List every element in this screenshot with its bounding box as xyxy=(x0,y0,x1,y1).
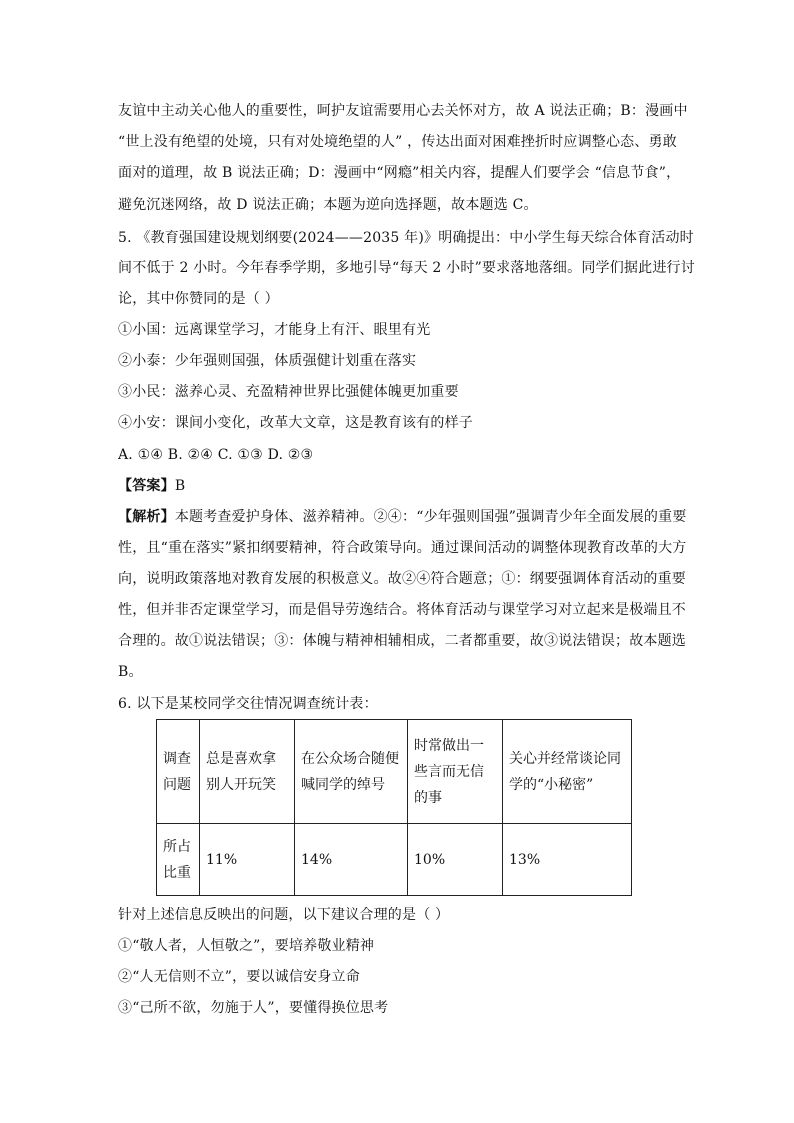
survey-table xyxy=(156,719,632,896)
question-5-option: ①小国：远离课堂学习，才能身上有汗、眼里有光 xyxy=(118,322,431,338)
table-cell: 13% xyxy=(503,824,632,896)
answer-value: B xyxy=(174,478,186,494)
question-5-option: ③小民：滋养心灵、充盈精神世界比强健体魄更加重要 xyxy=(118,384,459,400)
question-5-stem: 间不低于 2 小时。今年春季学期，多地引导“每天 2 小时”要求落地落细。同学们据此进行讨 xyxy=(118,260,695,276)
table-cell: 在公众场合随便喊同学的绰号 xyxy=(295,720,408,824)
analysis-line: 性，且“重在落实”紧扣纲要精神，符合政策导向。通过课间活动的调整体现教育改革的大方 xyxy=(118,540,687,556)
question-5-option: ②小泰：少年强则国强，体质强健计划重在落实 xyxy=(118,353,417,369)
paragraph-line: 避免沉迷网络，故 D 说法正确；本题为逆向选择题，故本题选 C。 xyxy=(118,197,538,213)
question-5-option: ④小安：课间小变化，改革大文章，这是教育该有的样子 xyxy=(118,415,473,431)
answer-line xyxy=(118,476,678,496)
question-6-option: ①“敬人者，人恒敬之”，要培养敬业精神 xyxy=(118,938,375,954)
table-cell: 14% xyxy=(295,824,408,896)
table-cell: 总是喜欢拿别人开玩笑 xyxy=(200,720,295,824)
table-cell: 11% xyxy=(200,824,295,896)
question-6-prompt: 针对上述信息反映出的问题，以下建议合理的是（ ） xyxy=(118,907,450,923)
question-5-stem: 5. 《教育强国建设规划纲要(2024——2035 年)》明确提出：中小学生每天综合体育活动时 xyxy=(118,230,694,246)
analysis-text: 本题考查爱护身体、滋养精神。②④：“少年强则国强”强调青少年全面发展的重要 xyxy=(174,509,687,525)
answer-label: 【答案】 xyxy=(118,478,175,494)
question-6-stem: 6. 以下是某校同学交往情况调查统计表： xyxy=(118,696,378,712)
analysis-line: 合理的。故①说法错误；③：体魄与精神相辅相成，二者都重要，故③说法错误；故本题选 xyxy=(118,633,686,649)
paragraph-line: 面对的道理，故 B 说法正确；D：漫画中“网瘾”相关内容，提醒人们要学会 “信息节食”， xyxy=(118,165,681,181)
question-5-choices: A. ①④ B. ②④ C. ①③ D. ②③ xyxy=(118,447,314,463)
question-5-stem: 论，其中你赞同的是（ ） xyxy=(118,291,279,307)
question-6-option: ②“人无信则不立”，要以诚信安身立命 xyxy=(118,969,360,985)
table-row-header: 所占比重 xyxy=(157,824,200,896)
question-6-option: ③“己所不欲，勿施于人”，要懂得换位思考 xyxy=(118,1000,389,1016)
table-cell: 关心并经常谈论同学的“小秘密” xyxy=(503,720,632,824)
analysis-line xyxy=(118,507,687,527)
table-row xyxy=(157,720,632,824)
analysis-line: 向，说明政策落地对教育发展的积极意义。故②④符合题意；①：纲要强调体育活动的重要 xyxy=(118,571,686,587)
analysis-line: B。 xyxy=(118,664,143,680)
table-row-header: 调查问题 xyxy=(157,720,200,824)
paragraph-line: 友谊中主动关心他人的重要性，呵护友谊需要用心去关怀对方，故 A 说法正确；B：漫画中 xyxy=(118,103,688,119)
table-cell: 时常做出一些言而无信的事 xyxy=(408,720,503,824)
analysis-line: 性，但并非否定课堂学习，而是倡导劳逸结合。将体育活动与课堂学习对立起来是极端且不 xyxy=(118,602,686,618)
paragraph-line: “世上没有绝望的处境，只有对处境绝望的人” ，传达出面对困难挫折时应调整心态、勇敢 xyxy=(118,134,677,150)
table-row xyxy=(157,824,632,896)
analysis-label: 【解析】 xyxy=(118,509,175,525)
table-cell: 10% xyxy=(408,824,503,896)
